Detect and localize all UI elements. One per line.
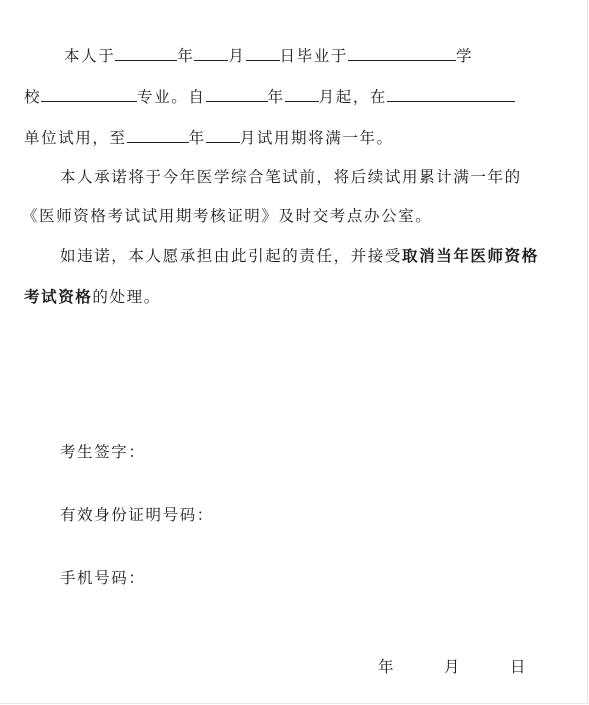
text: 学: [455, 47, 474, 65]
commitment-line-1: 本人承诺将于今年医学综合笔试前，将后续试用累计满一年的: [60, 168, 522, 186]
text: 月起，在: [318, 88, 388, 106]
date-month-label: 月: [444, 658, 462, 676]
date-year-label: 年: [378, 658, 396, 676]
year-blank[interactable]: [115, 46, 177, 61]
emphasis-text: 考试资格: [24, 288, 93, 306]
day-blank[interactable]: [246, 46, 280, 61]
major-blank[interactable]: [41, 87, 137, 102]
text: 年: [267, 88, 285, 106]
emphasis-text: 取消当年医师资格: [402, 247, 539, 265]
commitment-line-2: 《医师资格考试试用期考核证明》及时交考点办公室。: [22, 207, 433, 225]
text: 的处理。: [92, 288, 161, 306]
text: 日毕业于: [279, 47, 348, 65]
text: 月: [228, 47, 246, 65]
text: 如违诺，本人愿承担由此引起的责任，并接受: [60, 247, 403, 265]
end-year-blank[interactable]: [127, 128, 189, 143]
violation-line-2: [24, 286, 161, 308]
id-number-label: 有效身份证明号码：: [60, 506, 214, 524]
pledge-line-1: [64, 45, 473, 67]
start-month-blank[interactable]: [285, 87, 319, 102]
text: 专业。自: [137, 88, 206, 106]
unit-blank[interactable]: [387, 87, 515, 102]
month-blank[interactable]: [194, 46, 228, 61]
start-year-blank[interactable]: [206, 87, 268, 102]
text: 本人于: [64, 47, 116, 65]
date-day-label: 日: [510, 658, 528, 676]
candidate-signature-label: 考生签字：: [60, 443, 146, 461]
text: 年: [177, 47, 195, 65]
text: 月试用期将满一年。: [239, 129, 394, 147]
phone-number-label: 手机号码：: [60, 569, 146, 587]
school-blank[interactable]: [348, 46, 456, 61]
end-month-blank[interactable]: [206, 128, 240, 143]
pledge-line-2: [24, 86, 515, 108]
violation-line-1: [60, 245, 539, 267]
text: 校: [24, 88, 42, 106]
text: 单位试用，至: [24, 129, 127, 147]
text: 年: [188, 129, 206, 147]
pledge-line-3: [24, 127, 394, 149]
